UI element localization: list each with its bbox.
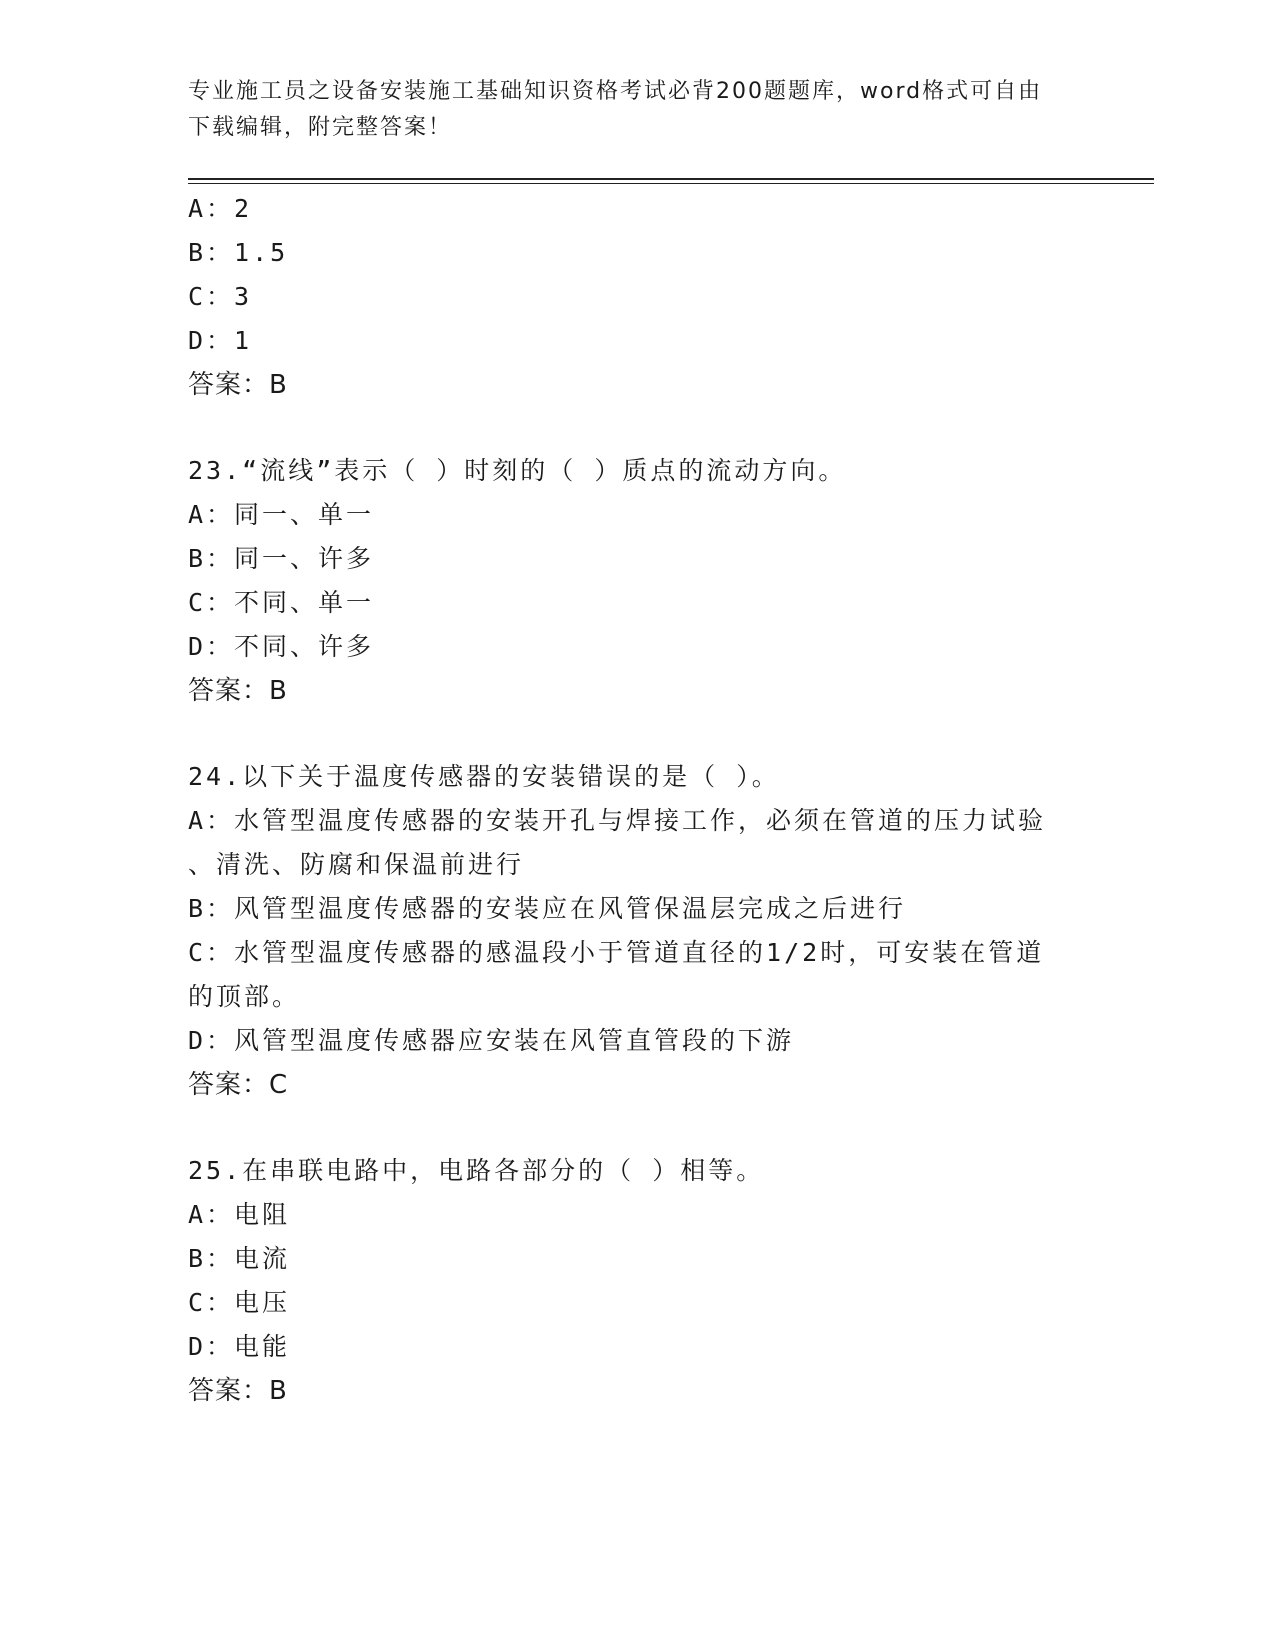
q24-option-b: B：风管型温度传感器的安装应在风管保温层完成之后进行 (188, 894, 907, 923)
q22-option-a: A：2 (188, 194, 253, 223)
q24-option-d: D：风管型温度传感器应安装在风管直管段的下游 (188, 1026, 795, 1055)
q22-option-b: B：1.5 (188, 238, 289, 267)
q22-option-c: C：3 (188, 282, 253, 311)
q24-answer: 答案：C (188, 1070, 289, 1100)
header-rule-thick (188, 178, 1154, 180)
q22-answer: 答案：B (188, 370, 288, 400)
q23-option-b: B：同一、许多 (188, 544, 375, 573)
q25-question: 25.在串联电路中，电路各部分的（ ）相等。 (188, 1156, 765, 1185)
q22-option-d: D：1 (188, 326, 253, 355)
header-line-1: 专业施工员之设备安装施工基础知识资格考试必背200题题库，word格式可自由 (188, 79, 1043, 104)
q24-option-c-continued: 的顶部。 (188, 982, 301, 1011)
q25-option-d: D：电能 (188, 1332, 291, 1361)
q23-answer: 答案：B (188, 676, 288, 706)
q24-option-a-continued: 、清洗、防腐和保温前进行 (188, 850, 525, 879)
header-rule-thin (188, 183, 1154, 184)
q24-option-c: C：水管型温度传感器的感温段小于管道直径的1/2时，可安装在管道 (188, 938, 1045, 967)
q25-option-b: B：电流 (188, 1244, 291, 1273)
q23-question: 23.“流线”表示（ ）时刻的（ ）质点的流动方向。 (188, 456, 847, 485)
q25-option-c: C：电压 (188, 1288, 291, 1317)
q23-option-d: D：不同、许多 (188, 632, 375, 661)
document-header (188, 74, 1088, 146)
header-line-2: 下载编辑，附完整答案！ (188, 115, 453, 140)
q24-option-a: A：水管型温度传感器的安装开孔与焊接工作，必须在管道的压力试验 (188, 806, 1047, 835)
q25-answer: 答案：B (188, 1376, 288, 1406)
q25-option-a: A：电阻 (188, 1200, 291, 1229)
q24-question: 24.以下关于温度传感器的安装错误的是（ ）。 (188, 762, 780, 791)
q23-option-c: C：不同、单一 (188, 588, 375, 617)
q23-option-a: A：同一、单一 (188, 500, 375, 529)
